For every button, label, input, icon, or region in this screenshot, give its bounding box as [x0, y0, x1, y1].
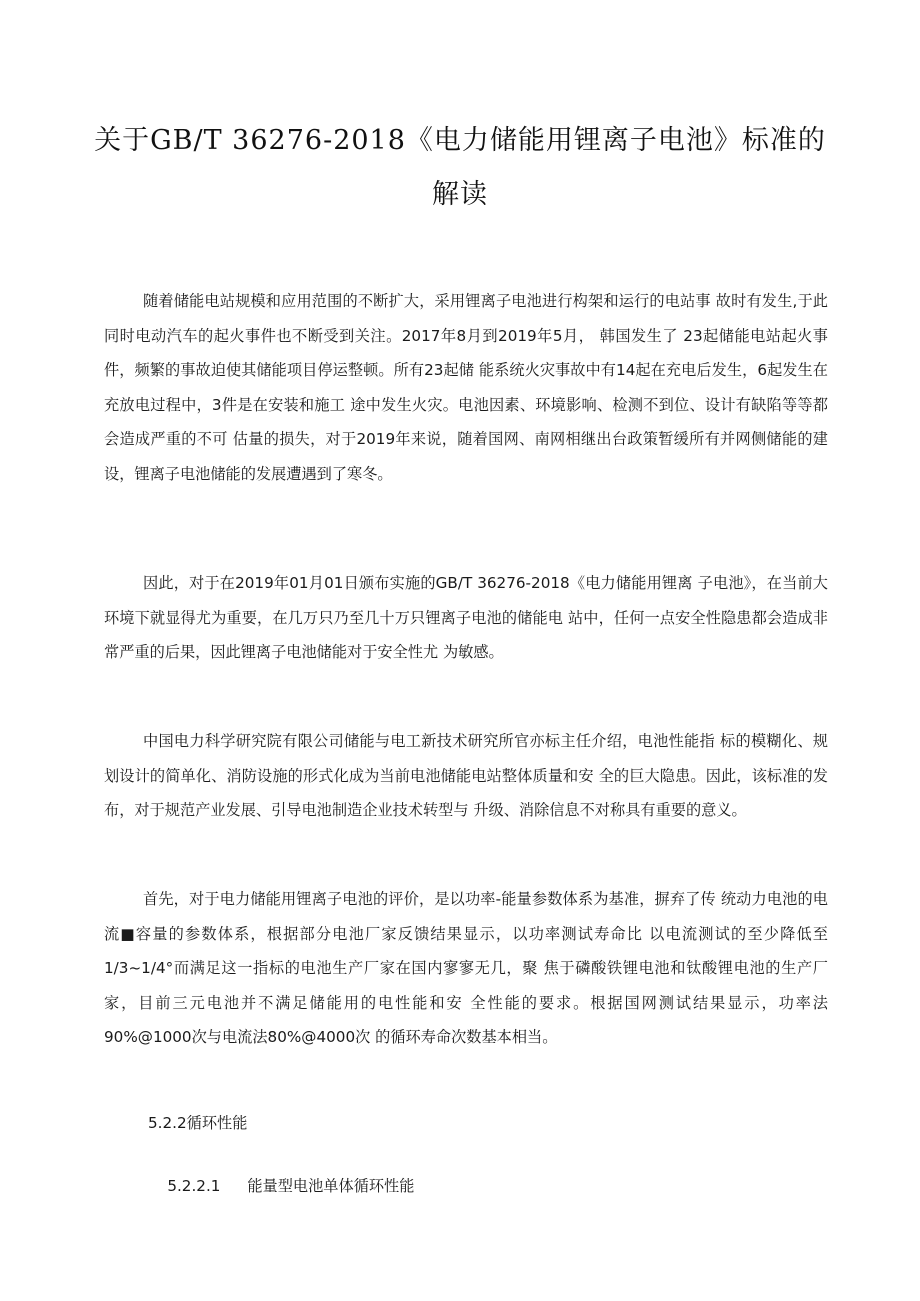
subsection-heading — [148, 1157, 414, 1214]
paragraph-standard-importance: 因此，对于在2019年01月01日颁布实施的GB/T 36276-2018《电力储能用锂离 子电池》，在当前大环境下就显得尤为重要，在几万只乃至几十万只锂离子电池的储能电 站中，任何一点安全性隐患都会造成非常严重的后果，因此锂离子电池储能对于安全性尤 为敏感。 — [104, 574, 828, 661]
document-title-line-1: 关于GB/T 36276-2018《电力储能用锂离子电池》标准的 — [94, 125, 826, 156]
paragraph-expert-comment: 中国电力科学研究院有限公司储能与电工新技术研究所官亦标主任介绍，电池性能指 标的模糊化、规划设计的简单化、消防设施的形式化成为当前电池储能电站整体质量和安 全的巨大隐患。因此，该标准的发布，对于规范产业发展、引导电池制造企业技术转型与 升级、消除信息不对称具有重要的意义。 — [104, 732, 828, 819]
paragraph-fire-incidents: 随着储能电站规模和应用范围的不断扩大，采用锂离子电池进行构架和运行的电站事 故时有发生,于此同时电动汽车的起火事件也不断受到关注。2017年8月到2019年5月， 韩国发生了 23起储能电站起火事件，频繁的事故迫使其储能项目停运整顿。所有23起储 能系统火灾事故中有14起在充电后发生，6起发生在充放电过程中，3件是在安装和施工 途中发生火灾。电池因素、环境影响、检测不到位、设计有缺陷等等都会造成严重的不可 估量的损失，对于2019年来说，随着国网、南网相继出台政策暂缓所有并网侧储能的建 设，锂离子电池储能的发展遭遇到了寒冬。 — [104, 292, 828, 483]
paragraph-power-energy-evaluation: 首先，对于电力储能用锂离子电池的评价，是以功率-能量参数体系为基准，摒弃了传 统动力电池的电流■容量的参数体系，根据部分电池厂家反馈结果显示，以功率测试寿命比 以电流测试的至少降低至1/3~1/4°而满足这一指标的电池生产厂家在国内寥寥无几，聚 焦于磷酸铁锂电池和钛酸锂电池的生产厂家，目前三元电池并不满足储能用的电性能和安 全性能的要求。根据国网测试结果显示，功率法90%@1000次与电流法80%@4000次 的循环寿命次数基本相当。 — [104, 890, 828, 1046]
section-heading: 5.2.2循环性能 — [148, 1114, 248, 1132]
subsection-title: 能量型电池单体循环性能 — [247, 1177, 415, 1195]
document-title-line-2: 解读 — [432, 179, 488, 210]
subsection-number: 5.2.2.1 — [167, 1177, 221, 1195]
